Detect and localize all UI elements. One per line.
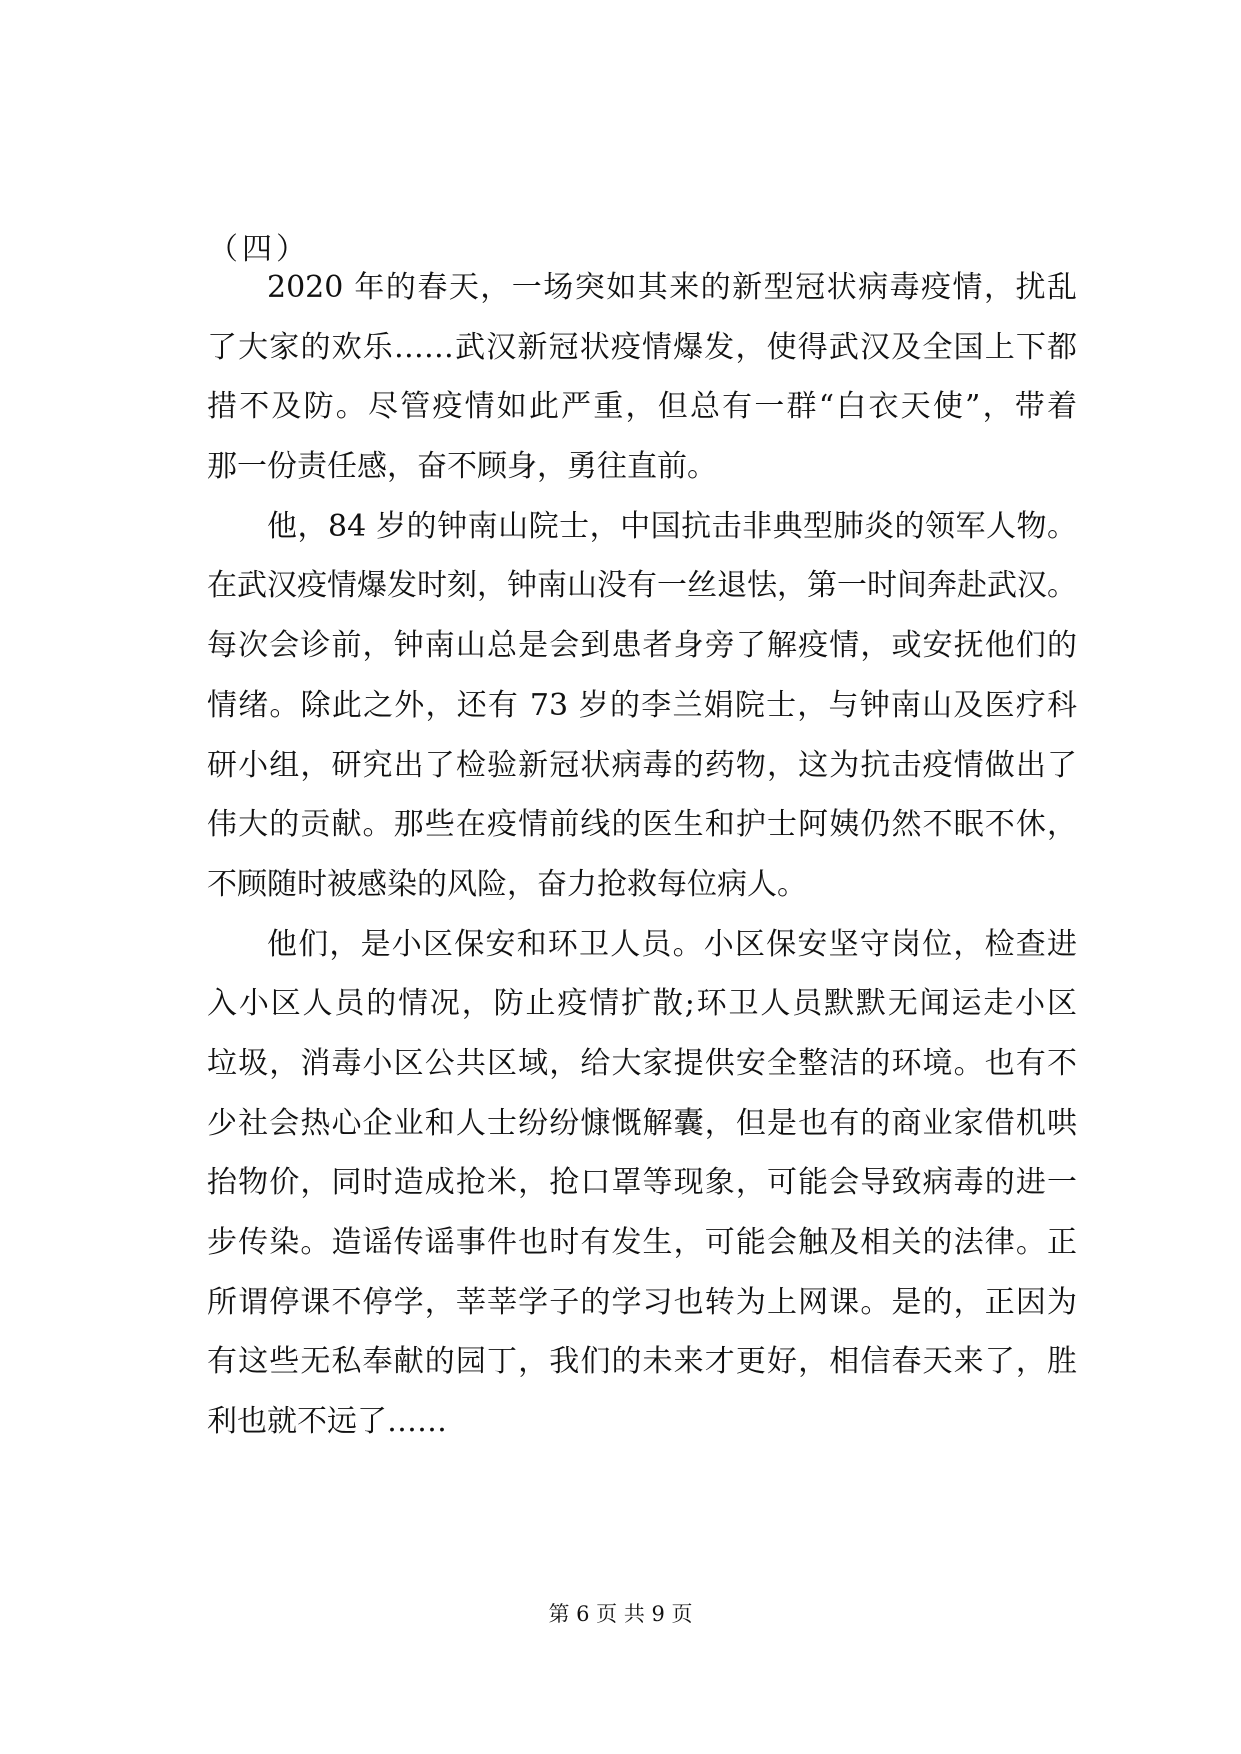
text-line: 了大家的欢乐……武汉新冠状疫情爆发，使得武汉及全国上下都 [207, 329, 1077, 365]
text-line: 他，84 岁的钟南山院士，中国抗击非典型肺炎的领军人物。 [267, 508, 1077, 544]
text-line: 有这些无私奉献的园丁，我们的未来才更好，相信春天来了，胜 [207, 1344, 1077, 1380]
paragraph-1 [207, 258, 1077, 497]
text-line: 他们，是小区保安和环卫人员。小区保安坚守岗位，检查进 [267, 926, 1077, 962]
text-line: 那一份责任感，奋不顾身，勇往直前。 [207, 449, 717, 485]
text-line: 研小组，研究出了检验新冠状病毒的药物，这为抗击疫情做出了 [207, 747, 1077, 783]
text-line: 不顾随时被感染的风险，奋力抢救每位病人。 [207, 866, 807, 902]
paragraph-3 [207, 915, 1077, 1452]
text-line: 每次会诊前，钟南山总是会到患者身旁了解疫情，或安抚他们的 [207, 628, 1077, 664]
page-footer: 第 6 页 共 9 页 [548, 1602, 693, 1626]
paragraph-2 [207, 497, 1077, 915]
text-line: 2020 年的春天，一场突如其来的新型冠状病毒疫情，扰乱 [267, 270, 1077, 305]
text-line: 步传染。造谣传谣事件也时有发生，可能会触及相关的法律。正 [207, 1225, 1077, 1260]
text-line: 抬物价，同时造成抢米，抢口罩等现象，可能会导致病毒的进一 [207, 1165, 1077, 1201]
text-line: 所谓停课不停学，莘莘学子的学习也转为上网课。是的，正因为 [207, 1284, 1077, 1320]
body-text [207, 258, 1077, 1452]
text-line: 情绪。除此之外，还有 73 岁的李兰娟院士，与钟南山及医疗科 [207, 687, 1077, 723]
text-line: 少社会热心企业和人士纷纷慷慨解囊，但是也有的商业家借机哄 [207, 1105, 1077, 1141]
text-line: 入小区人员的情况，防止疫情扩散;环卫人员默默无闻运走小区 [207, 986, 1077, 1022]
text-line: 伟大的贡献。那些在疫情前线的医生和护士阿姨仍然不眠不休， [207, 807, 1077, 843]
text-line: 垃圾，消毒小区公共区域，给大家提供安全整洁的环境。也有不 [207, 1045, 1077, 1081]
text-line: 在武汉疫情爆发时刻，钟南山没有一丝退怯，第一时间奔赴武汉。 [207, 568, 1077, 604]
text-line: 措不及防。尽管疫情如此严重，但总有一群“白衣天使”，带着 [207, 389, 1077, 425]
text-line: 利也就不远了…… [207, 1404, 447, 1440]
section-heading: （四） [208, 232, 310, 267]
